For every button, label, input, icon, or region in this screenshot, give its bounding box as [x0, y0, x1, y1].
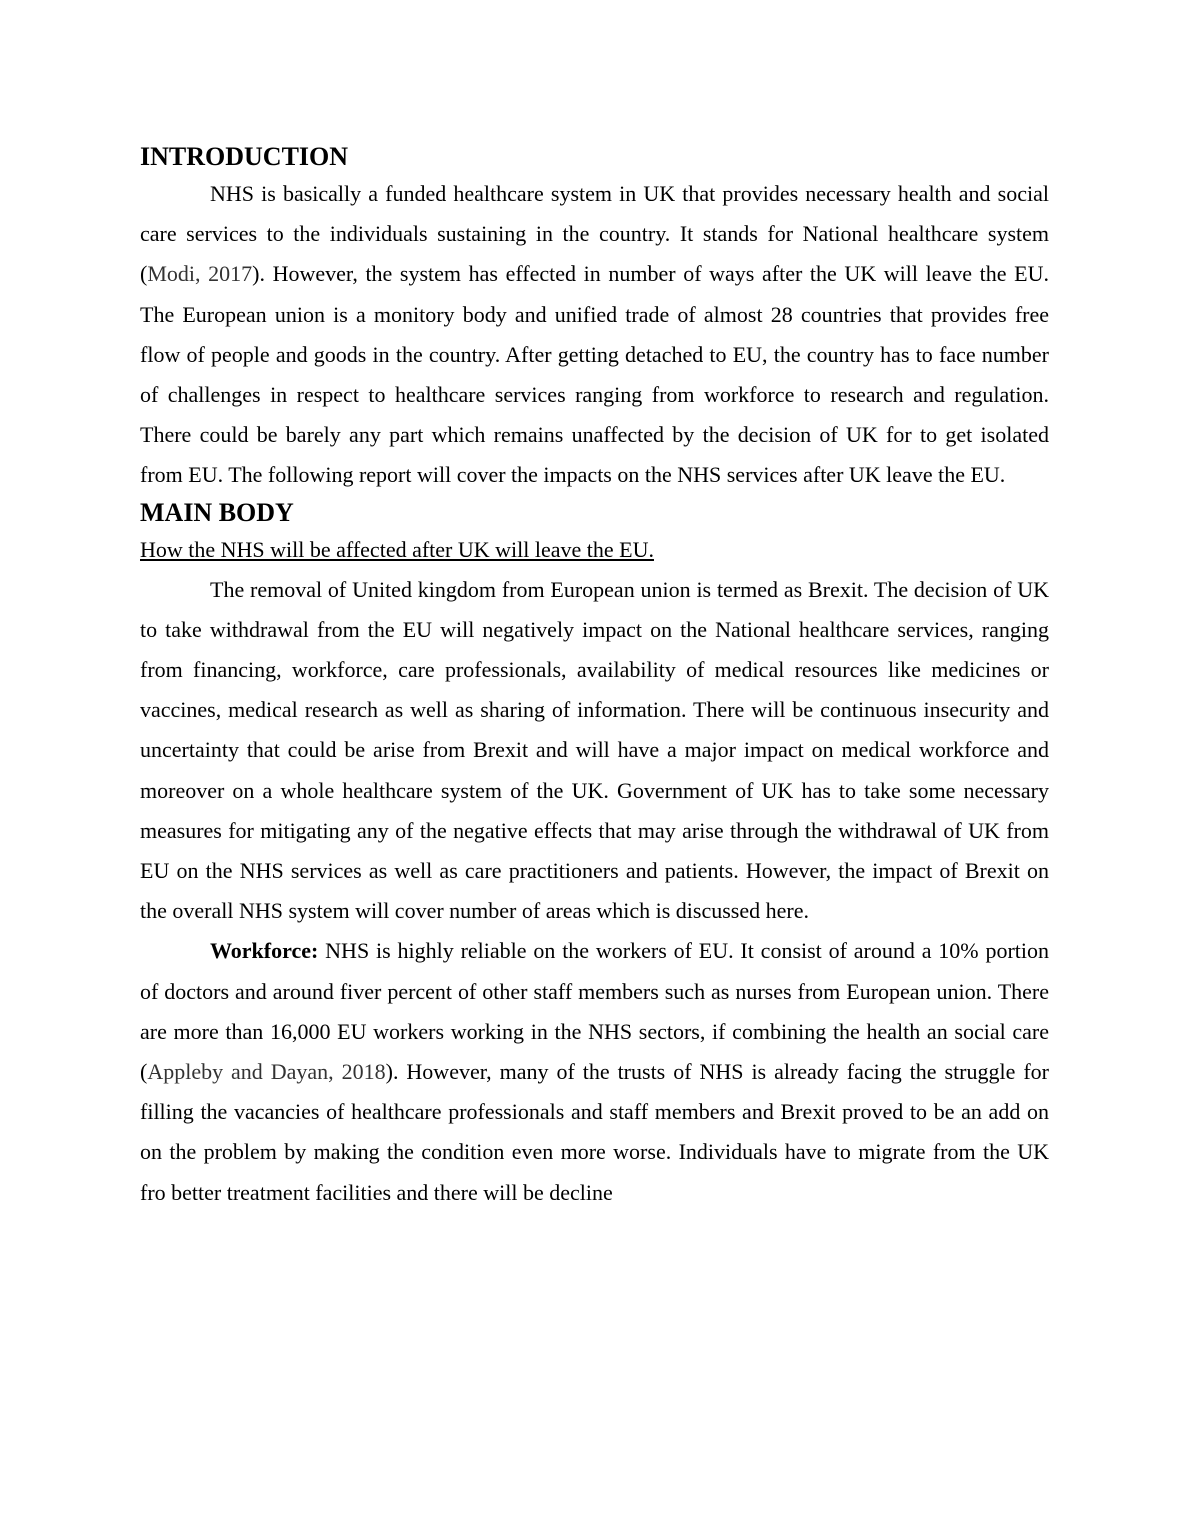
- workforce-text-before-citation: NHS is highly reliable on the workers of EU. It consist of around a 10% portion of doctors and around fiver percent of other staff members such as nurses from European union. There are more than 16,000 EU workers working in the NHS sectors, if combining the health an social care (: [140, 938, 1049, 1085]
- intro-text-after-citation: ). However, the system has effected in number of ways after the UK will leave the EU. The European union is a monitory body and unified trade of almost 28 countries that provides free flow of people and goods in the country. After getting detached to EU, the country has to face number of challenges in respect to healthcare services ranging from workforce to research and regulation. There could be barely any part which remains unaffected by the decision of UK for to get isolated from EU. The following report will cover the impacts on the NHS services after UK leave the EU.: [140, 261, 1049, 488]
- introduction-heading: INTRODUCTION: [140, 142, 349, 171]
- introduction-paragraph: [140, 174, 1049, 496]
- brexit-paragraph: The removal of United kingdom from European union is termed as Brexit. The decision of UK to take withdrawal from the EU will negatively impact on the National healthcare services, ranging from financing, workforce, care professionals, availability of medical resources like medicines or vaccines, medical research as well as sharing of information. There will be continuous insecurity and uncertainty that could be arise from Brexit and will have a major impact on medical workforce and moreover on a whole healthcare system of the UK. Government of UK has to take some necessary measures for mitigating any of the negative effects that may arise through the withdrawal of UK from EU on the NHS services as well as care practitioners and patients. However, the impact of Brexit on the overall NHS system will cover number of areas which is discussed here.: [140, 576, 1049, 924]
- intro-text-before-citation: NHS is basically a funded healthcare system in UK that provides necessary health and social care services to the individuals sustaining in the country. It stands for National healthcare system (: [140, 181, 1049, 287]
- document-page: [140, 140, 1049, 1213]
- citation-modi-2017: Modi, 2017: [147, 261, 253, 287]
- workforce-paragraph: [140, 931, 1049, 1212]
- main-body-subheading: How the NHS will be affected after UK will leave the EU.: [140, 536, 654, 562]
- citation-appleby-dayan-2018: Appleby and Dayan, 2018: [147, 1059, 386, 1085]
- workforce-label: Workforce:: [210, 938, 319, 964]
- main-body-heading: MAIN BODY: [140, 497, 294, 527]
- workforce-text-after-citation: ). However, many of the trusts of NHS is already facing the struggle for filling the vacancies of healthcare professionals and staff members and Brexit proved to be an add on on the problem by making the condition even more worse. Individuals have to migrate from the UK fro better treatment facilities and there will be decline: [140, 1059, 1049, 1205]
